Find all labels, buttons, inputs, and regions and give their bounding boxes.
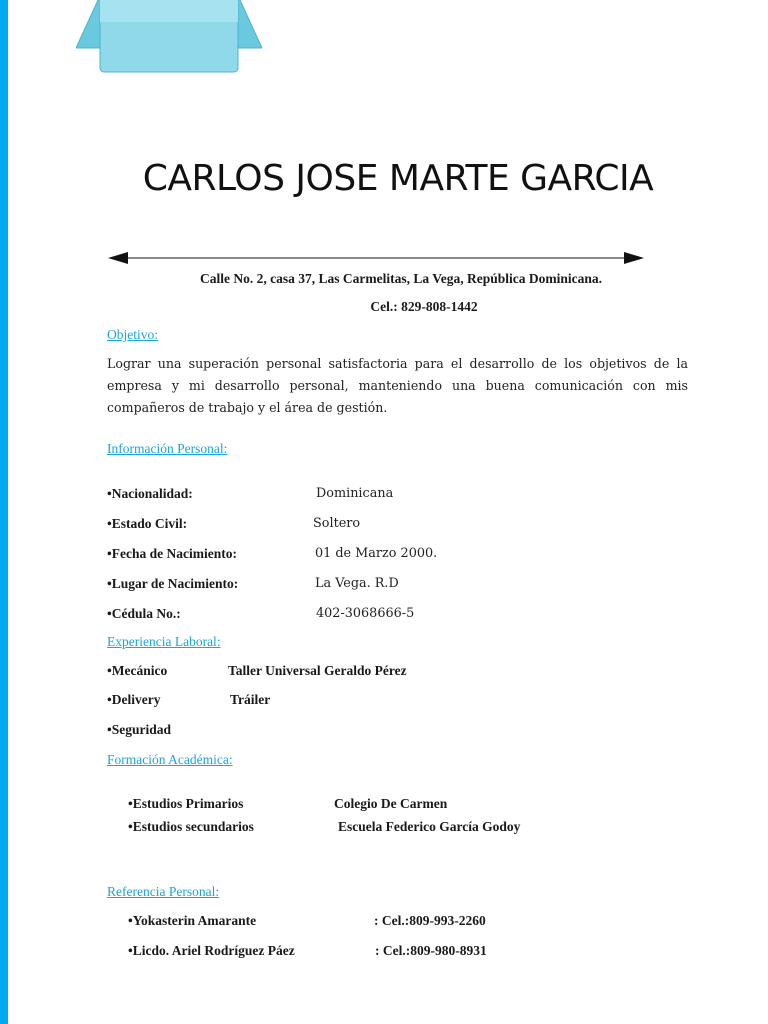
education-heading: Formación Académica: [107,752,233,767]
personal-label-birth-place: •Lugar de Nacimiento: [107,576,239,591]
references-heading: Referencia Personal: [107,884,220,899]
personal-info-heading: Información Personal: [107,441,228,456]
personal-label-birth-date: •Fecha de Nacimiento: [107,546,237,561]
experience-label-mechanic: •Mecánico [107,663,168,678]
experience-heading: Experiencia Laboral: [107,634,221,649]
reference-name-1: •Yokasterin Amarante [128,913,257,928]
education-label-primary: •Estudios Primarios [128,796,244,811]
ribbon-banner-icon [76,0,262,76]
reference-name-2: •Licdo. Ariel Rodríguez Páez [128,943,295,958]
reference-phone-2: : Cel.:809-980-8931 [375,943,487,958]
phone-line: Cel.: 829-808-1442 [370,299,478,314]
experience-label-delivery: •Delivery [107,692,161,707]
objective-text: Lograr una superación personal satisfactoria para el desarrollo de los objetivos de la empresa y mi desarrollo personal, manteniendo una buena comunicación con mis compañeros de trabajo y el área de gestión. [107,356,688,415]
personal-value-birth-place: La Vega. R.D [315,576,399,591]
education-value-secondary: Escuela Federico García Godoy [338,819,521,834]
experience-value-delivery: Tráiler [230,692,271,707]
address-line: Calle No. 2, casa 37, Las Carmelitas, La Vega, República Dominicana. [199,271,602,286]
personal-value-birth-date: 01 de Marzo 2000. [315,546,438,561]
objective-heading: Objetivo: [107,327,158,342]
double-arrow-divider [108,250,644,266]
experience-value-mechanic: Taller Universal Geraldo Pérez [228,663,407,678]
experience-label-security: •Seguridad [107,722,171,737]
left-accent-bar [0,0,8,1024]
personal-label-civil-status: •Estado Civil: [107,516,188,531]
personal-label-nationality: •Nacionalidad: [107,486,193,501]
personal-value-id: 402-3068666-5 [316,606,415,621]
personal-value-nationality: Dominicana [316,486,394,501]
education-label-secondary: •Estudios secundarios [128,819,254,834]
personal-label-id: •Cédula No.: [107,606,181,621]
personal-value-civil-status: Soltero [313,516,361,531]
reference-phone-1: : Cel.:809-993-2260 [374,913,486,928]
candidate-name: CARLOS JOSE MARTE GARCIA [142,158,654,199]
education-value-primary: Colegio De Carmen [334,796,448,811]
